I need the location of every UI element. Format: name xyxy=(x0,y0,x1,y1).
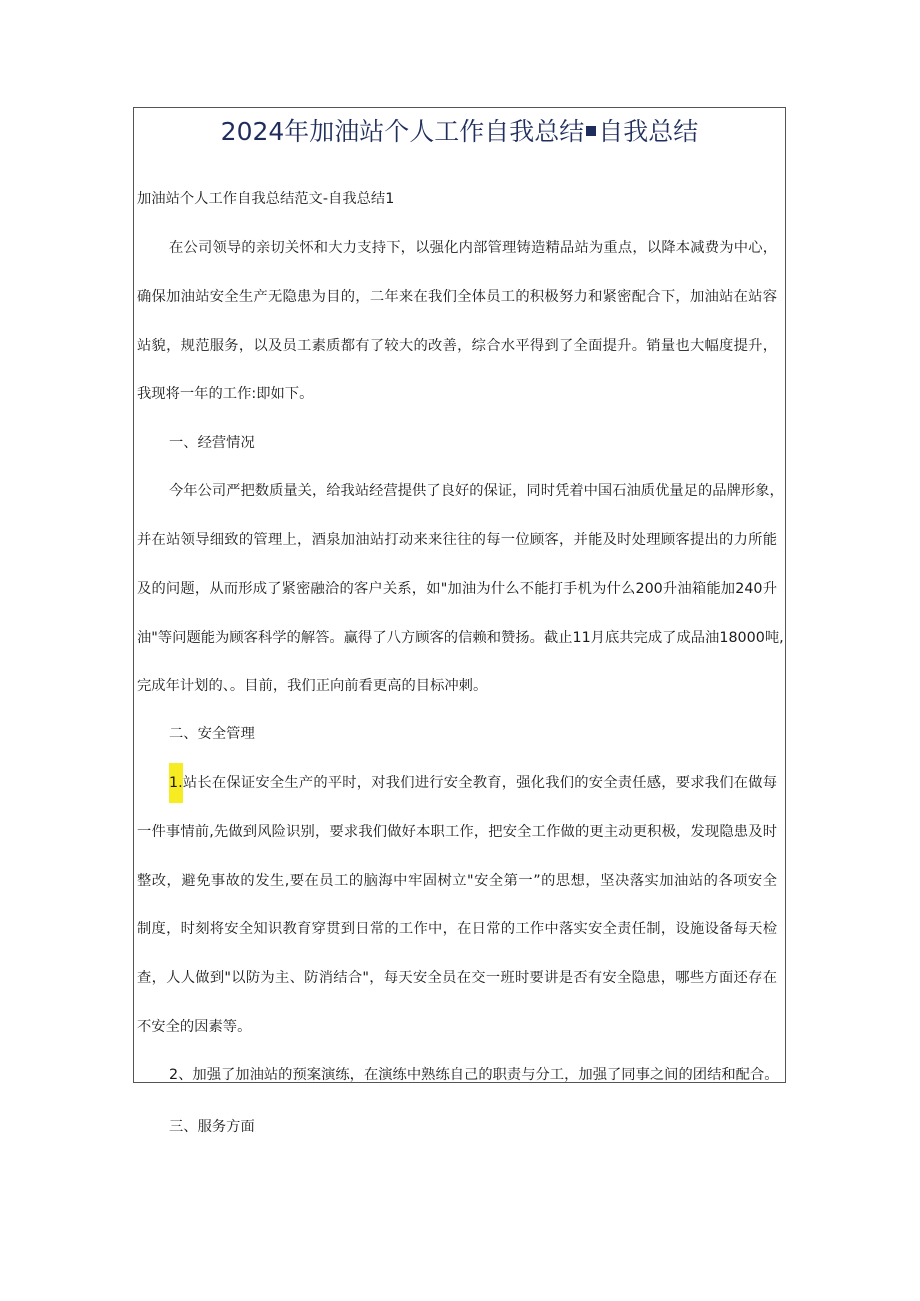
section1-heading: 一、经营情况 xyxy=(169,435,255,451)
section2-item1-line-5: 查，人人做到"以防为主、防消结合"，每天安全员在交一班时要讲是否有安全隐患，哪些方面还存在 xyxy=(137,970,777,986)
subtitle: 加油站个人工作自我总结范文-自我总结1 xyxy=(137,191,395,207)
intro-line-3: 站貌，规范服务，以及员工素质都有了较大的改善，综合水平得到了全面提升。销量也大幅度提升， xyxy=(137,338,777,354)
section2-heading: 二、安全管理 xyxy=(169,726,255,742)
section1-line-4: 油"等问题能为顾客科学的解答。赢得了八方顾客的信赖和赞扬。截止11月底共完成了成品油18000吨, xyxy=(137,630,784,646)
intro-line-1: 在公司领导的亲切关怀和大力支持下，以强化内部管理铸造精品站为重点，以降本减费为中心， xyxy=(169,240,777,256)
section2-item1-line-4: 制度，时刻将安全知识教育穿贯到日常的工作中，在日常的工作中落实安全责任制，设施设备每天检 xyxy=(137,921,777,937)
title-suffix: 自我总结 xyxy=(598,117,699,146)
section1-line-5: 完成年计划的、。目前，我们正向前看更高的目标冲刺。 xyxy=(137,678,488,694)
section2-item1-line-2: 一件事情前,先做到风险识别，要求我们做好本职工作，把安全工作做的更主动更积极，发现隐患及时 xyxy=(137,824,777,840)
section1-line-2: 并在站领导细致的管理上，酒泉加油站打动来来往往的每一位顾客，并能及时处理顾客提出的力所能 xyxy=(137,532,777,548)
intro-line-2: 确保加油站安全生产无隐患为目的，二年来在我们全体员工的积极努力和紧密配合下，加油站在站容 xyxy=(137,289,777,305)
document-title xyxy=(133,114,786,150)
section2-item1-line-6: 不安全的因素等。 xyxy=(137,1019,252,1035)
intro-line-4: 我现将一年的工作:即如下。 xyxy=(137,386,314,402)
section3-heading: 三、服务方面 xyxy=(169,1119,255,1135)
title-main: 2024年加油站个人工作自我总结 xyxy=(220,117,585,146)
section2-item2: 2、加强了加油站的预案演练，在演练中熟练自己的职责与分工，加强了同事之间的团结和配合。 xyxy=(169,1067,779,1083)
section1-line-1: 今年公司严把数质量关，给我站经营提供了良好的保证，同时凭着中国石油质优量足的品牌形象， xyxy=(169,483,784,499)
title-separator-square xyxy=(586,126,596,136)
section1-line-3: 及的问题，从而形成了紧密融洽的客户关系，如"加油为什么不能打手机为什么200升油箱能加240升 xyxy=(137,581,777,597)
section2-item1-line-1-text: 站长在保证安全生产的平时，对我们进行安全教育，强化我们的安全责任感，要求我们在做每 xyxy=(182,775,777,791)
section2-item1-line-3: 整改，避免事故的发生,要在员工的脑海中牢固树立"安全第一”的思想，坚决落实加油站的各项安全 xyxy=(137,873,777,889)
section2-item1-line-1 xyxy=(169,773,777,793)
highlighted-list-marker: 1. xyxy=(169,763,183,803)
